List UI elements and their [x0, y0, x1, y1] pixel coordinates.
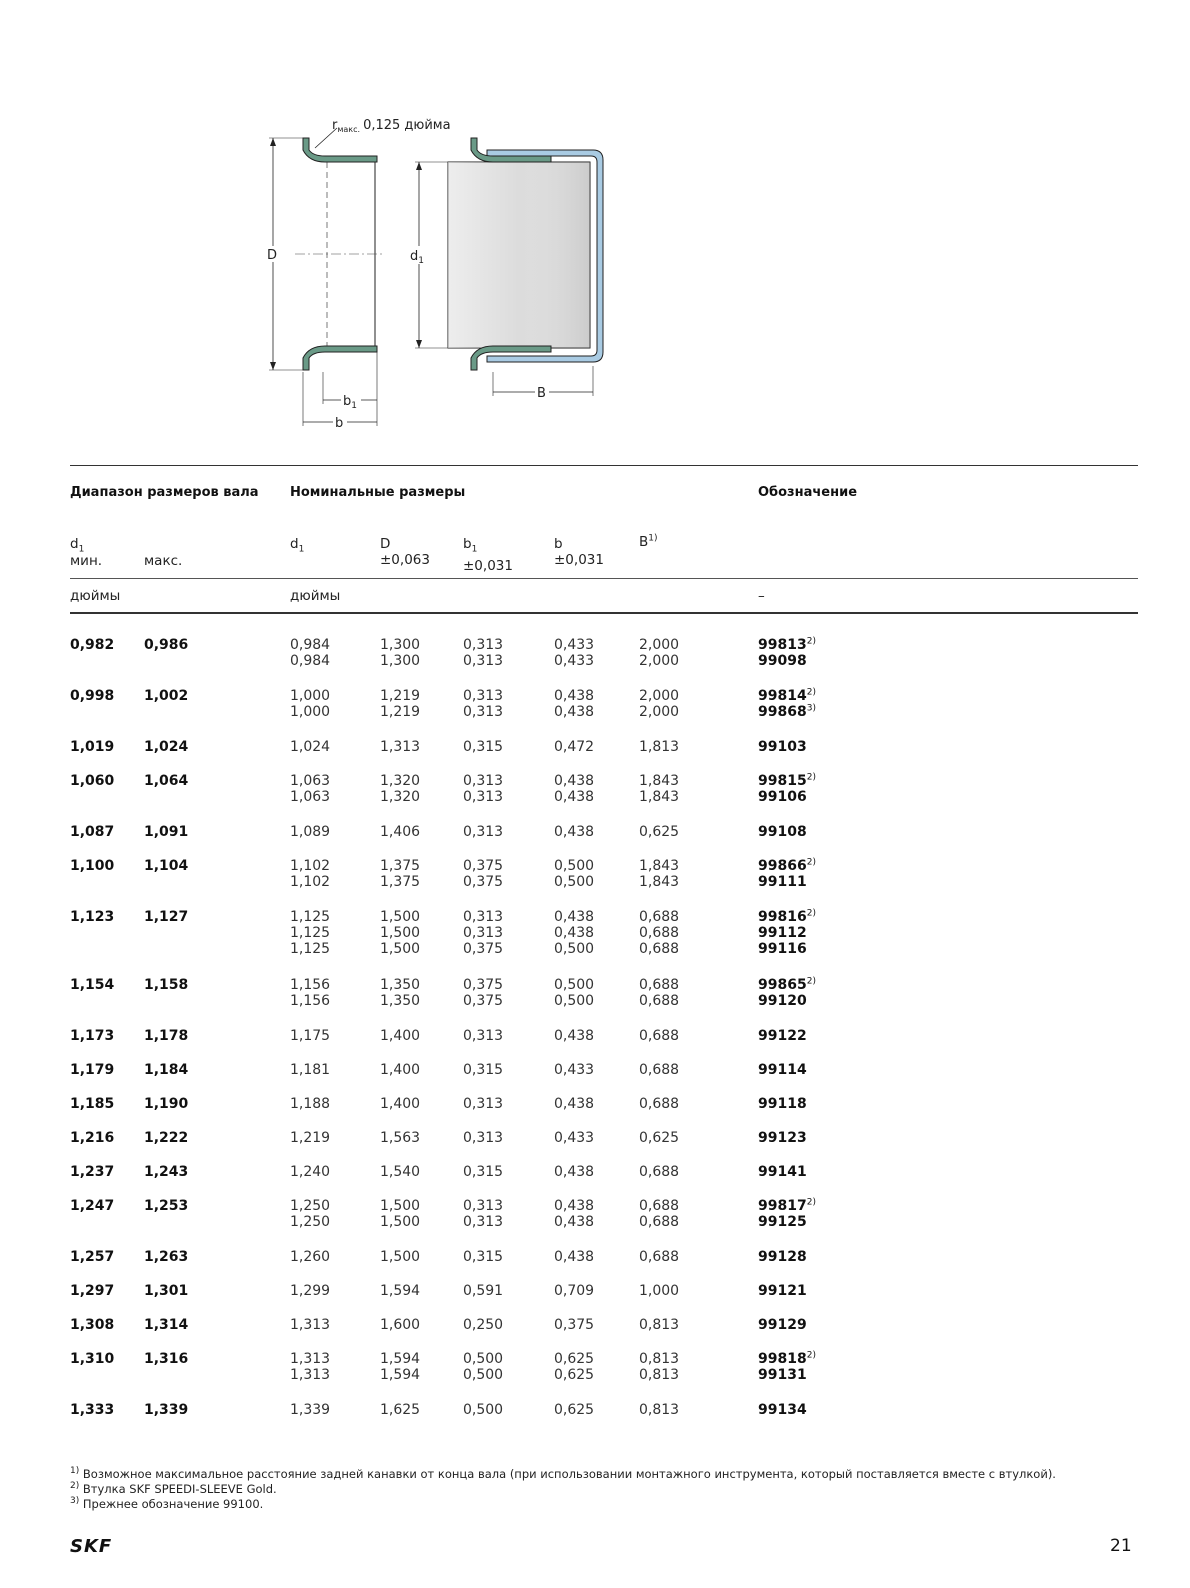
cell-d1: 1,299: [290, 1283, 331, 1299]
cell-max: 1,064: [144, 773, 189, 789]
cell-min: 1,185: [70, 1096, 115, 1112]
cell-max: 1,301: [144, 1283, 189, 1299]
cell-b1: 0,313 0,313 0,375: [463, 909, 504, 957]
cell-b: 0,625 0,625: [554, 1351, 595, 1383]
cell-b1: 0,315: [463, 1249, 504, 1265]
cell-b1: 0,313 0,313: [463, 1198, 504, 1230]
cell-designation: 99815$^{2)}$ 99106: [758, 772, 816, 805]
cell-min: 1,216: [70, 1130, 115, 1146]
cell-min: 1,247: [70, 1198, 115, 1214]
cell-designation: 99816$^{2)}$ 99112 99116: [758, 908, 816, 957]
cell-max: 1,339: [144, 1402, 189, 1418]
cell-max: 1,253: [144, 1198, 189, 1214]
cell-min: 1,123: [70, 909, 115, 925]
cell-min: 1,297: [70, 1283, 115, 1299]
cell-d: 1,320 1,320: [380, 773, 421, 805]
cell-b1: 0,250: [463, 1317, 504, 1333]
unit-shaft: дюймы: [70, 588, 121, 604]
cell-b: 1,843 1,843: [639, 858, 680, 890]
cell-designation: 99865$^{2)}$ 99120: [758, 976, 816, 1009]
cell-b: 0,433: [554, 1062, 595, 1078]
cell-designation: 99118: [758, 1096, 807, 1112]
cell-b: 2,000 2,000: [639, 637, 680, 669]
cell-designation: 99114: [758, 1062, 807, 1078]
r-sub: макс.: [337, 125, 361, 134]
cell-b1: 0,591: [463, 1283, 504, 1299]
cell-b: 0,688: [639, 1164, 680, 1180]
dim-D-label: D: [267, 248, 278, 263]
cell-min: 1,100: [70, 858, 115, 874]
cell-min: 1,019: [70, 739, 115, 755]
cell-designation: 99134: [758, 1402, 807, 1418]
r-label: r: [332, 118, 338, 133]
cell-min: 1,173: [70, 1028, 115, 1044]
cell-b: 0,438 0,438: [554, 1198, 595, 1230]
cell-b1: 0,315: [463, 1062, 504, 1078]
col-min: мин.: [70, 553, 103, 569]
cell-d1: 0,984 0,984: [290, 637, 331, 669]
footnote-1: $^{1)}$ Возможное максимальное расстояние задней канавки от конца вала (при использовании монтажного инструмента, который поставляется вместе с втулкой).: [70, 1466, 1056, 1481]
cell-b1: 0,313 0,313: [463, 688, 504, 720]
cell-d: 1,563: [380, 1130, 421, 1146]
cell-d1: 1,260: [290, 1249, 331, 1265]
col-max: макс.: [144, 553, 183, 569]
cell-b1: 0,315: [463, 1164, 504, 1180]
installation-cross-section: [408, 138, 603, 400]
dim-b1-label: b: [343, 394, 352, 409]
cell-max: 1,091: [144, 824, 189, 840]
cell-d: 1,313: [380, 739, 421, 755]
cell-max: 1,127: [144, 909, 189, 925]
cell-designation: 99818$^{2)}$ 99131: [758, 1350, 816, 1383]
header-designation: Обозначение: [758, 485, 858, 500]
cell-b: 2,000 2,000: [639, 688, 680, 720]
cell-b: 1,813: [639, 739, 680, 755]
cell-d: 1,540: [380, 1164, 421, 1180]
skf-logo: SKF: [70, 1536, 113, 1557]
col-b: b ±0,031: [554, 536, 604, 568]
cell-b1: 0,315: [463, 739, 504, 755]
cell-d1: 1,240: [290, 1164, 331, 1180]
dim-B-label: B: [537, 386, 546, 401]
cell-max: 1,190: [144, 1096, 189, 1112]
cell-b: 0,688 0,688 0,688: [639, 909, 680, 957]
cell-min: 0,998: [70, 688, 115, 704]
unit-designation: –: [758, 588, 765, 604]
cell-min: 1,257: [70, 1249, 115, 1265]
cell-d: 1,406: [380, 824, 421, 840]
cell-designation: 99129: [758, 1317, 807, 1333]
cell-max: 1,104: [144, 858, 189, 874]
header-rule: [70, 578, 1138, 579]
cell-max: 1,314: [144, 1317, 189, 1333]
cell-d1: 1,188: [290, 1096, 331, 1112]
cell-max: 1,024: [144, 739, 189, 755]
cell-b: 0,625: [639, 824, 680, 840]
cell-b: 0,688: [639, 1062, 680, 1078]
cell-b: 0,438: [554, 1096, 595, 1112]
cell-d1: 1,024: [290, 739, 331, 755]
cell-d1: 1,313 1,313: [290, 1351, 331, 1383]
cell-b: 0,500 0,500: [554, 858, 595, 890]
cell-min: 0,982: [70, 637, 115, 653]
cell-d1: 1,339: [290, 1402, 331, 1418]
cell-b: 1,000: [639, 1283, 680, 1299]
footnote-3: $^{3)}$ Прежнее обозначение 99100.: [70, 1496, 264, 1511]
cell-b: 0,438: [554, 1249, 595, 1265]
cell-d1: 1,000 1,000: [290, 688, 331, 720]
footnotes: [70, 1467, 1056, 1512]
cell-designation: 99813$^{2)}$ 99098: [758, 636, 816, 669]
cell-b1: 0,313: [463, 1028, 504, 1044]
cell-min: 1,333: [70, 1402, 115, 1418]
cell-max: 1,178: [144, 1028, 189, 1044]
header-shaft-range: Диапазон размеров вала: [70, 485, 259, 500]
cell-d1: 1,181: [290, 1062, 331, 1078]
cell-b: 0,813: [639, 1402, 680, 1418]
cell-min: 1,060: [70, 773, 115, 789]
col-shaft-d1: $d_1$: [70, 536, 85, 555]
cell-b: 0,688: [639, 1096, 680, 1112]
cell-d: 1,600: [380, 1317, 421, 1333]
cell-max: 1,002: [144, 688, 189, 704]
svg-text:rмакс.0,125 дюйма: [332, 118, 451, 134]
table-top-rule: [70, 465, 1138, 466]
cell-d1: 1,219: [290, 1130, 331, 1146]
cell-b: 0,625: [639, 1130, 680, 1146]
cell-d: 1,594 1,594: [380, 1351, 421, 1383]
footnote-2: $^{2)}$ Втулка SKF SPEEDI-SLEEVE Gold.: [70, 1481, 277, 1496]
cell-designation: 99814$^{2)}$ 99868$^{3)}$: [758, 687, 816, 720]
unit-nominal: дюймы: [290, 588, 341, 604]
cell-designation: 99128: [758, 1249, 807, 1265]
cell-d: 1,400: [380, 1096, 421, 1112]
cell-b1: 0,313: [463, 824, 504, 840]
cell-d: 1,500 1,500 1,500: [380, 909, 421, 957]
cell-max: 0,986: [144, 637, 189, 653]
cell-b: 0,438: [554, 1164, 595, 1180]
cell-b: 0,813 0,813: [639, 1351, 680, 1383]
cell-max: 1,184: [144, 1062, 189, 1078]
cell-b: 0,438 0,438: [554, 773, 595, 805]
r-value: 0,125 дюйма: [363, 118, 451, 133]
cell-d1: 1,175: [290, 1028, 331, 1044]
sleeve-diagram: [255, 110, 635, 442]
page-number: 21: [1110, 1536, 1132, 1556]
cell-designation: 99122: [758, 1028, 807, 1044]
sleeve-cross-section: [266, 128, 383, 430]
cell-d: 1,594: [380, 1283, 421, 1299]
cell-b: 0,433: [554, 1130, 595, 1146]
cell-b1: 0,375 0,375: [463, 977, 504, 1009]
cell-d1: 1,125 1,125 1,125: [290, 909, 331, 957]
cell-b1: 0,313: [463, 1096, 504, 1112]
col-D: D ±0,063: [380, 536, 430, 568]
cell-b1: 0,313 0,313: [463, 773, 504, 805]
col-B: $B^{1)}$: [639, 533, 658, 550]
cell-d: 1,300 1,300: [380, 637, 421, 669]
col-b1: $b_1$ ±0,031: [463, 536, 513, 574]
cell-d: 1,400: [380, 1062, 421, 1078]
cell-d: 1,219 1,219: [380, 688, 421, 720]
cell-min: 1,237: [70, 1164, 115, 1180]
dim-b-label: b: [335, 416, 344, 431]
cell-b: 0,625: [554, 1402, 595, 1418]
cell-b: 0,438: [554, 1028, 595, 1044]
cell-d1: 1,156 1,156: [290, 977, 331, 1009]
cell-d1: 1,089: [290, 824, 331, 840]
cell-min: 1,179: [70, 1062, 115, 1078]
cell-d: 1,375 1,375: [380, 858, 421, 890]
cell-max: 1,263: [144, 1249, 189, 1265]
cell-b1: 0,500 0,500: [463, 1351, 504, 1383]
cell-min: 1,310: [70, 1351, 115, 1367]
cell-b: 0,688 0,688: [639, 1198, 680, 1230]
cell-designation: 99817$^{2)}$ 99125: [758, 1197, 816, 1230]
cell-b1: 0,500: [463, 1402, 504, 1418]
dim-d1-sub: 1: [418, 256, 424, 266]
cell-b: 0,813: [639, 1317, 680, 1333]
cell-b1: 0,313: [463, 1130, 504, 1146]
cell-d1: 1,250 1,250: [290, 1198, 331, 1230]
header-bottom-rule: [70, 612, 1138, 614]
cell-d: 1,625: [380, 1402, 421, 1418]
cell-d: 1,350 1,350: [380, 977, 421, 1009]
cell-d: 1,500 1,500: [380, 1198, 421, 1230]
dim-b1-sub: 1: [351, 401, 357, 411]
header-nominal: Номинальные размеры: [290, 485, 466, 500]
cell-b: 0,375: [554, 1317, 595, 1333]
cell-b: 0,433 0,433: [554, 637, 595, 669]
cell-b: 0,438 0,438 0,500: [554, 909, 595, 957]
cell-b: 0,688: [639, 1028, 680, 1044]
cell-d1: 1,313: [290, 1317, 331, 1333]
cell-max: 1,222: [144, 1130, 189, 1146]
cell-min: 1,308: [70, 1317, 115, 1333]
cell-max: 1,158: [144, 977, 189, 993]
cell-b1: 0,375 0,375: [463, 858, 504, 890]
cell-b: 0,500 0,500: [554, 977, 595, 1009]
cell-min: 1,087: [70, 824, 115, 840]
cell-d1: 1,102 1,102: [290, 858, 331, 890]
dim-d1-label: d: [410, 249, 419, 264]
cell-designation: 99123: [758, 1130, 807, 1146]
cell-b: 0,438 0,438: [554, 688, 595, 720]
cell-d: 1,500: [380, 1249, 421, 1265]
cell-d1: 1,063 1,063: [290, 773, 331, 805]
cell-designation: 99121: [758, 1283, 807, 1299]
cell-b: 0,688 0,688: [639, 977, 680, 1009]
cell-b1: 0,313 0,313: [463, 637, 504, 669]
cell-b: 0,438: [554, 824, 595, 840]
col-nom-d1: $d_1$: [290, 536, 305, 555]
cell-b: 0,688: [639, 1249, 680, 1265]
cell-b: 0,472: [554, 739, 595, 755]
cell-max: 1,316: [144, 1351, 189, 1367]
cell-min: 1,154: [70, 977, 115, 993]
cell-designation: 99141: [758, 1164, 807, 1180]
cell-designation: 99108: [758, 824, 807, 840]
cell-max: 1,243: [144, 1164, 189, 1180]
cell-b: 0,709: [554, 1283, 595, 1299]
cell-designation: 99866$^{2)}$ 99111: [758, 857, 816, 890]
cell-b: 1,843 1,843: [639, 773, 680, 805]
cell-d: 1,400: [380, 1028, 421, 1044]
cell-designation: 99103: [758, 739, 807, 755]
